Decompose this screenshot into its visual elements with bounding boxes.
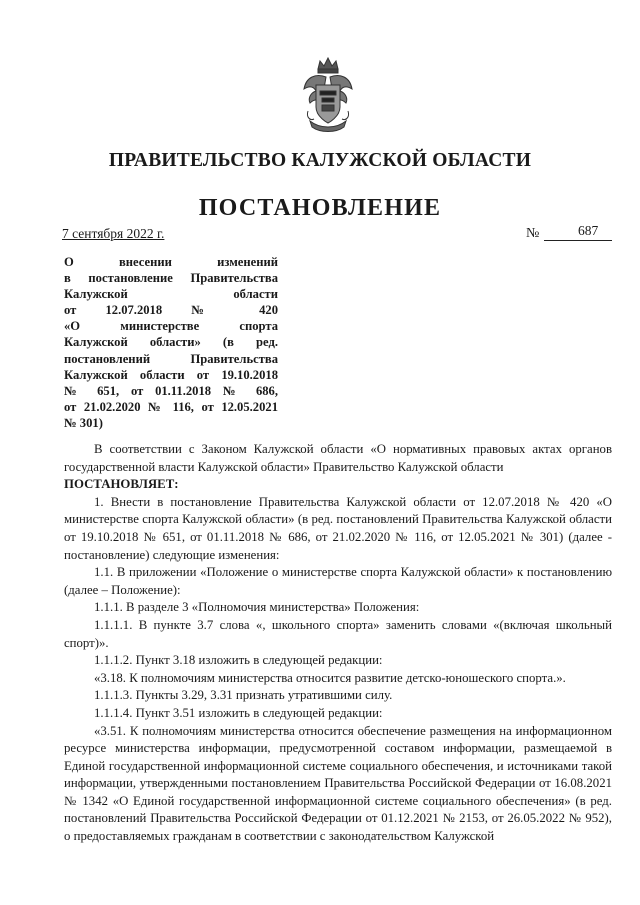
paragraph-3-51: «3.51. К полномочиям министерства относится обеспечение размещения на информационном ресурсе министерства информации, предусмотренной составом информации, размещаемой в Единой государственной информационной системе социального обеспечения, и источниками такой информации, утвержденными постановлением Правительства Российской Федерации от 16.08.2021 № 1342 «О Единой государственной информационной системе социального обеспечения» (в ред. постановлений Правительства Российской Федерации от 01.12.2021 № 2153, от 26.05.2022 № 952), о предоставляемых гражданам в соответствии с законодательством Калужской	[64, 723, 612, 844]
document-date: 7 сентября 2022 г.	[62, 226, 165, 241]
decree-heading: ПОСТАНОВЛЯЕТ:	[64, 477, 179, 492]
subject-line: в постановление Правительства	[64, 271, 278, 286]
paragraph-1: 1. Внести в постановление Правительства Калужской области от 12.07.2018 № 420 «О министерстве спорта Калужской области» (в ред. постановлений Правительства Калужской области от 19.10.2018 № 651, от 01.11.2018 № 686, от 21.02.2020 № 116, от 12.05.2021 № 301) (далее - постановление) следующие изменения:	[64, 494, 612, 562]
document-body	[64, 441, 612, 846]
document-subject	[64, 254, 278, 431]
coat-of-arms-emblem	[300, 55, 356, 133]
document-number: 687	[578, 223, 599, 238]
paragraph-1-1-1-4: 1.1.1.4. Пункт 3.51 изложить в следующей редакции:	[94, 705, 383, 720]
subject-line: О внесении изменений	[64, 255, 278, 269]
paragraph-1-1-1: 1.1.1. В разделе 3 «Полномочия министерства» Положения:	[94, 600, 420, 615]
subject-line: «О министерстве спорта	[64, 319, 278, 334]
paragraph-3-18: «3.18. К полномочиям министерства относится развитие детско-юношеского спорта.».	[94, 670, 566, 685]
subject-line: Калужской области» (в ред.	[64, 335, 278, 350]
paragraph-1-1-1-2: 1.1.1.2. Пункт 3.18 изложить в следующей редакции:	[94, 653, 383, 668]
number-underline	[544, 240, 612, 241]
subject-line: Калужской области	[64, 287, 278, 302]
paragraph-1-1: 1.1. В приложении «Положение о министерстве спорта Калужской области» к постановлению (далее – Положение):	[64, 565, 612, 597]
subject-line: от 12.07.2018 № 420	[64, 303, 278, 318]
government-title: ПРАВИТЕЛЬСТВО КАЛУЖСКОЙ ОБЛАСТИ	[108, 150, 532, 171]
paragraph-1-1-1-1: 1.1.1.1. В пункте 3.7 слова «, школьного спорта» заменить словами «(включая школьный спорт)».	[64, 617, 612, 650]
paragraph-1-1-1-3: 1.1.1.3. Пункты 3.29, 3.31 признать утратившими силу.	[94, 688, 393, 703]
number-label: №	[526, 226, 540, 241]
subject-line: постановлений Правительства	[64, 351, 278, 366]
subject-line: от 21.02.2020 № 116, от 12.05.2021	[64, 399, 278, 414]
intro-paragraph: В соответствии с Законом Калужской области «О нормативных правовых актах органов государственной власти Калужской области» Правительство Калужской области	[64, 442, 612, 474]
subject-line: № 301)	[64, 415, 103, 430]
document-type-title: ПОСТАНОВЛЕНИЕ	[198, 195, 442, 221]
subject-line: № 651, от 01.11.2018 № 686,	[64, 383, 278, 398]
subject-line: Калужской области от 19.10.2018	[64, 367, 278, 382]
